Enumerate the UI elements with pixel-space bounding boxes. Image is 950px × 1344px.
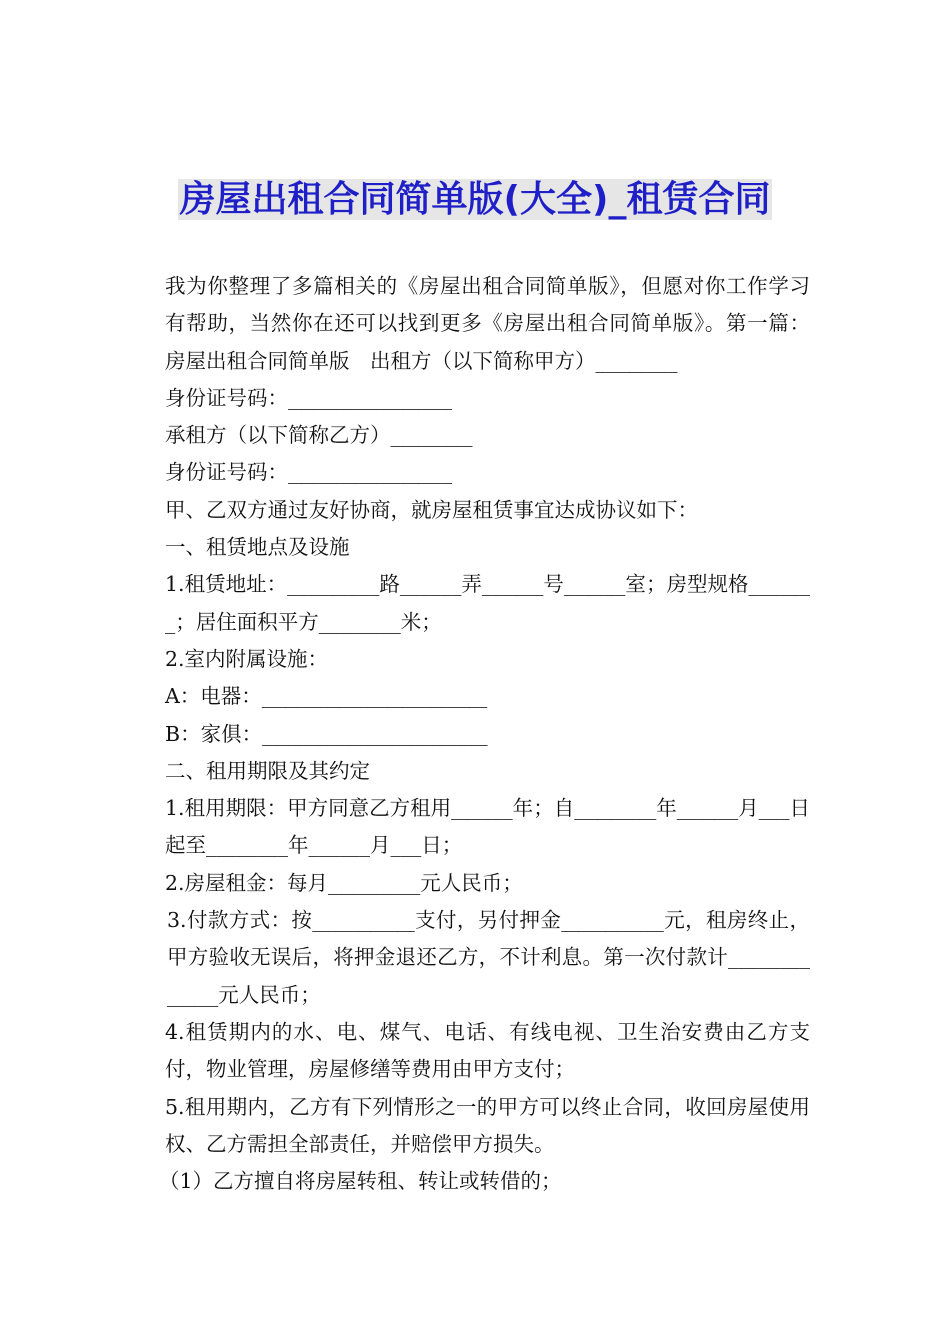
paragraph-payment: 3.付款方式：按__________支付，另付押金__________元，租房终止，甲方验收无误后，将押金退还乙方，不计利息。第一次付款计_____________元人民币； <box>167 908 810 1007</box>
paragraph-rent: 2.房屋租金：每月_________元人民币； <box>165 870 523 895</box>
paragraph-utilities: 4.租赁期内的水、电、煤气、电话、有线电视、卫生治安费由乙方支付，物业管理，房屋修缮等费用由甲方支付； <box>165 1019 810 1082</box>
paragraph-id-number-lessor: 身份证号码：________________ <box>165 385 452 410</box>
paragraph-clause-1: （1）乙方擅自将房屋转租、转让或转借的； <box>159 1169 562 1194</box>
paragraph-facilities: 2.室内附属设施： <box>165 646 329 671</box>
intro-paragraph: 我为你整理了多篇相关的《房屋出租合同简单版》，但愿对你工作学习有帮助，当然你在还可以找到更多《房屋出租合同简单版》。第一篇：房屋出租合同简单版 出租方（以下简称甲方）________ <box>165 274 810 373</box>
paragraph-agreement: 甲、乙双方通过友好协商，就房屋租赁事宜达成协议如下： <box>165 497 698 522</box>
paragraph-lessee: 承租方（以下简称乙方）________ <box>165 423 473 448</box>
paragraph-lease-term: 1.租用期限：甲方同意乙方租用______年；自________年______月___日起至________年______月___日； <box>165 796 810 858</box>
paragraph-id-number-lessee: 身份证号码：________________ <box>165 460 452 485</box>
section-heading-location: 一、租赁地点及设施 <box>165 535 350 560</box>
paragraph-appliances: A：电器：______________________ <box>165 684 488 709</box>
paragraph-furniture: B：家俱：______________________ <box>165 721 488 746</box>
paragraph-termination: 5.租用期内，乙方有下列情形之一的甲方可以终止合同，收回房屋使用权、乙方需担全部责任，并赔偿甲方损失。 <box>165 1094 810 1156</box>
paragraph-address: 1.租赁地址：_________路______弄______号______室；房型规格_______；居住面积平方________米； <box>165 572 810 634</box>
document-body <box>145 268 810 1200</box>
document-title-text: 房屋出租合同简单版(大全)_租赁合同 <box>179 179 771 220</box>
section-heading-term: 二、租用期限及其约定 <box>165 758 370 783</box>
document-title <box>0 176 950 224</box>
